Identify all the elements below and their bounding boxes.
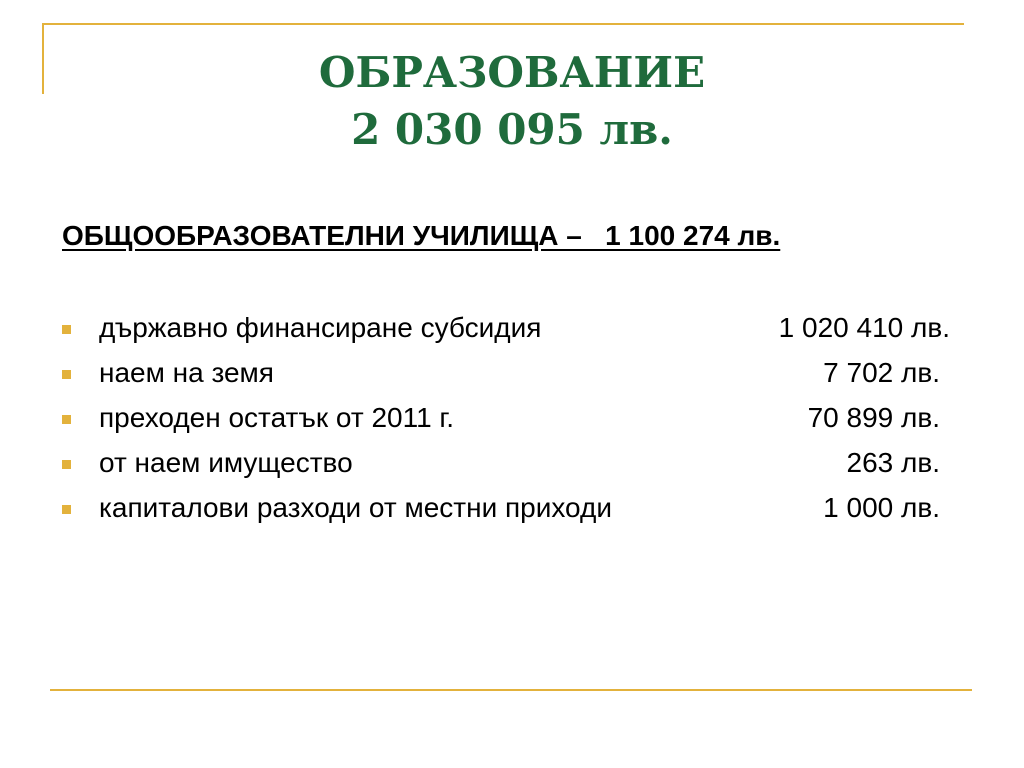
budget-list	[62, 308, 962, 533]
bottom-rule	[50, 689, 972, 691]
list-item	[62, 398, 962, 443]
item-label: преходен остатък от 2011 г.	[99, 402, 455, 433]
item-label: капиталови разходи от местни приходи	[99, 492, 612, 523]
square-bullet-icon	[62, 415, 71, 424]
title-heading: ОБРАЗОВАНИЕ	[318, 48, 706, 97]
item-amount: 7 702 лв.	[823, 357, 940, 388]
list-item	[62, 443, 962, 488]
top-rule	[42, 23, 964, 25]
square-bullet-icon	[62, 460, 71, 469]
square-bullet-icon	[62, 370, 71, 379]
square-bullet-icon	[62, 325, 71, 334]
square-bullet-icon	[62, 505, 71, 514]
item-amount: 70 899 лв.	[807, 402, 940, 433]
item-amount: 1 020 410 лв.	[778, 312, 950, 343]
section-heading: ОБЩООБРАЗОВАТЕЛНИ УЧИЛИЩА – 1 100 274 лв.	[62, 220, 781, 251]
item-amount: 263 лв.	[846, 447, 940, 478]
item-label: държавно финансиране субсидия	[99, 312, 542, 343]
list-item	[62, 308, 962, 353]
item-amount: 1 000 лв.	[823, 492, 940, 523]
slide-title	[0, 44, 1024, 158]
list-item	[62, 353, 962, 398]
title-total: 2 030 095 лв.	[351, 105, 673, 154]
item-label: от наем имущество	[99, 447, 353, 478]
item-label: наем на земя	[99, 357, 274, 388]
list-item	[62, 488, 962, 533]
